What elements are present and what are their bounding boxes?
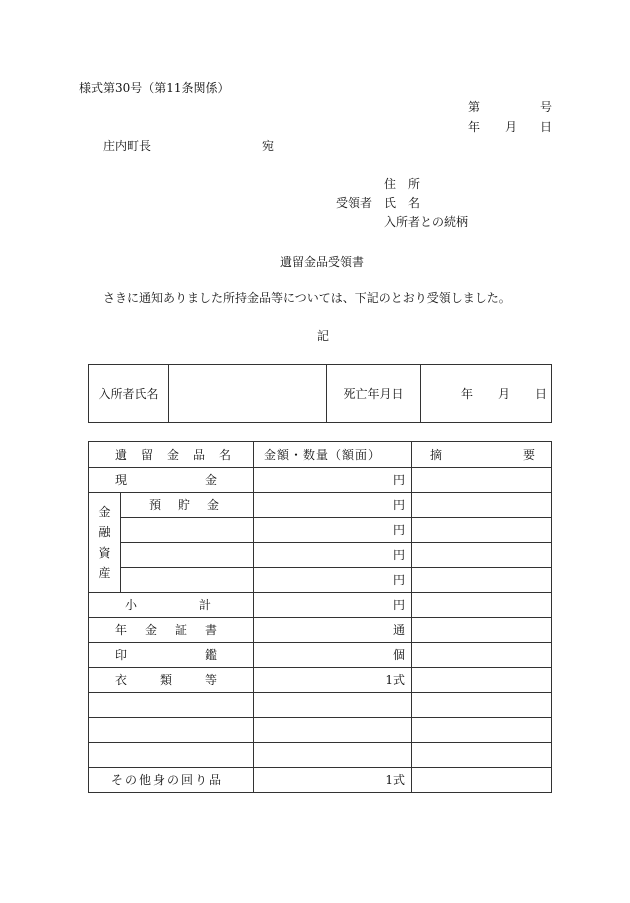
ki-label: 記 (317, 329, 330, 343)
recipient-honorific: 宛 (262, 139, 275, 153)
table-row-blank (89, 718, 552, 743)
header-remarks: 摘 要 (412, 442, 552, 468)
subtotal-label: 小 計 (89, 593, 254, 618)
pension-label: 年 金 証 書 (89, 618, 254, 643)
table-row-pension (89, 618, 552, 643)
blank-amount-cell[interactable] (254, 693, 412, 718)
financial-remarks[interactable] (412, 518, 552, 543)
recipient-name: 庄内町長 (103, 139, 152, 153)
seal-label: 印 鑑 (89, 643, 254, 668)
cash-remarks[interactable] (412, 468, 552, 493)
financial-remarks[interactable] (412, 543, 552, 568)
date-day: 日 (540, 120, 553, 134)
blank-item-cell[interactable] (89, 718, 254, 743)
resident-name-label: 入所者氏名 (89, 365, 169, 423)
table-row-clothing (89, 668, 552, 693)
other-label: その他身の回り品 (89, 768, 254, 793)
table-row-other (89, 768, 552, 793)
death-year: 年 (461, 386, 474, 401)
receiver-address-label: 住 所 (384, 177, 421, 191)
financial-item-cell[interactable] (121, 518, 254, 543)
body-text: さきに通知ありました所持金品等については、下記のとおり受領しました。 (103, 291, 511, 305)
date-month: 月 (505, 120, 518, 134)
items-table (88, 441, 552, 793)
deposit-remarks[interactable] (412, 493, 552, 518)
deposit-label: 預 貯 金 (121, 493, 254, 518)
other-remarks[interactable] (412, 768, 552, 793)
death-month: 月 (498, 386, 511, 401)
blank-remarks-cell[interactable] (412, 693, 552, 718)
table-row-cash (89, 468, 552, 493)
financial-amount[interactable]: 円 (254, 568, 412, 593)
subtotal-amount[interactable]: 円 (254, 593, 412, 618)
clothing-label: 衣 類 等 (89, 668, 254, 693)
table-row-seal (89, 643, 552, 668)
table-row-financial-3 (89, 543, 552, 568)
header-amount: 金額・数量（額面） (254, 442, 412, 468)
resident-name-cell[interactable] (169, 365, 327, 423)
table-row-blank (89, 743, 552, 768)
death-date-label: 死亡年月日 (327, 365, 421, 423)
table-row-deposit (89, 493, 552, 518)
doc-number-go: 号 (540, 100, 553, 114)
blank-amount-cell[interactable] (254, 718, 412, 743)
seal-amount[interactable]: 個 (254, 643, 412, 668)
blank-remarks-cell[interactable] (412, 718, 552, 743)
pension-remarks[interactable] (412, 618, 552, 643)
resident-info-table (88, 364, 552, 423)
death-day: 日 (535, 386, 548, 401)
financial-amount[interactable]: 円 (254, 543, 412, 568)
doc-number-dai: 第 (468, 100, 481, 114)
table-row-financial-4 (89, 568, 552, 593)
other-amount[interactable]: 1式 (254, 768, 412, 793)
financial-assets-label: 金 融 資 産 (89, 493, 121, 593)
date-year: 年 (468, 120, 481, 134)
table-row-blank (89, 693, 552, 718)
cash-amount[interactable]: 円 (254, 468, 412, 493)
death-date-cell[interactable] (421, 365, 552, 423)
deposit-amount[interactable]: 円 (254, 493, 412, 518)
table-row-subtotal (89, 593, 552, 618)
header-item-name: 遺 留 金 品 名 (89, 442, 254, 468)
pension-amount[interactable]: 通 (254, 618, 412, 643)
blank-amount-cell[interactable] (254, 743, 412, 768)
financial-amount[interactable]: 円 (254, 518, 412, 543)
document-title: 遺留金品受領書 (280, 255, 365, 269)
receiver-relation-label: 入所者との続柄 (384, 215, 469, 229)
subtotal-remarks[interactable] (412, 593, 552, 618)
receiver-name-label: 氏 名 (384, 196, 421, 210)
seal-remarks[interactable] (412, 643, 552, 668)
clothing-amount[interactable]: 1式 (254, 668, 412, 693)
blank-item-cell[interactable] (89, 693, 254, 718)
form-number: 様式第30号（第11条関係） (79, 81, 230, 95)
clothing-remarks[interactable] (412, 668, 552, 693)
table-row-financial-2 (89, 518, 552, 543)
financial-remarks[interactable] (412, 568, 552, 593)
blank-item-cell[interactable] (89, 743, 254, 768)
financial-item-cell[interactable] (121, 568, 254, 593)
cash-label: 現 金 (89, 468, 254, 493)
financial-item-cell[interactable] (121, 543, 254, 568)
receiver-label: 受領者 (336, 196, 373, 210)
blank-remarks-cell[interactable] (412, 743, 552, 768)
